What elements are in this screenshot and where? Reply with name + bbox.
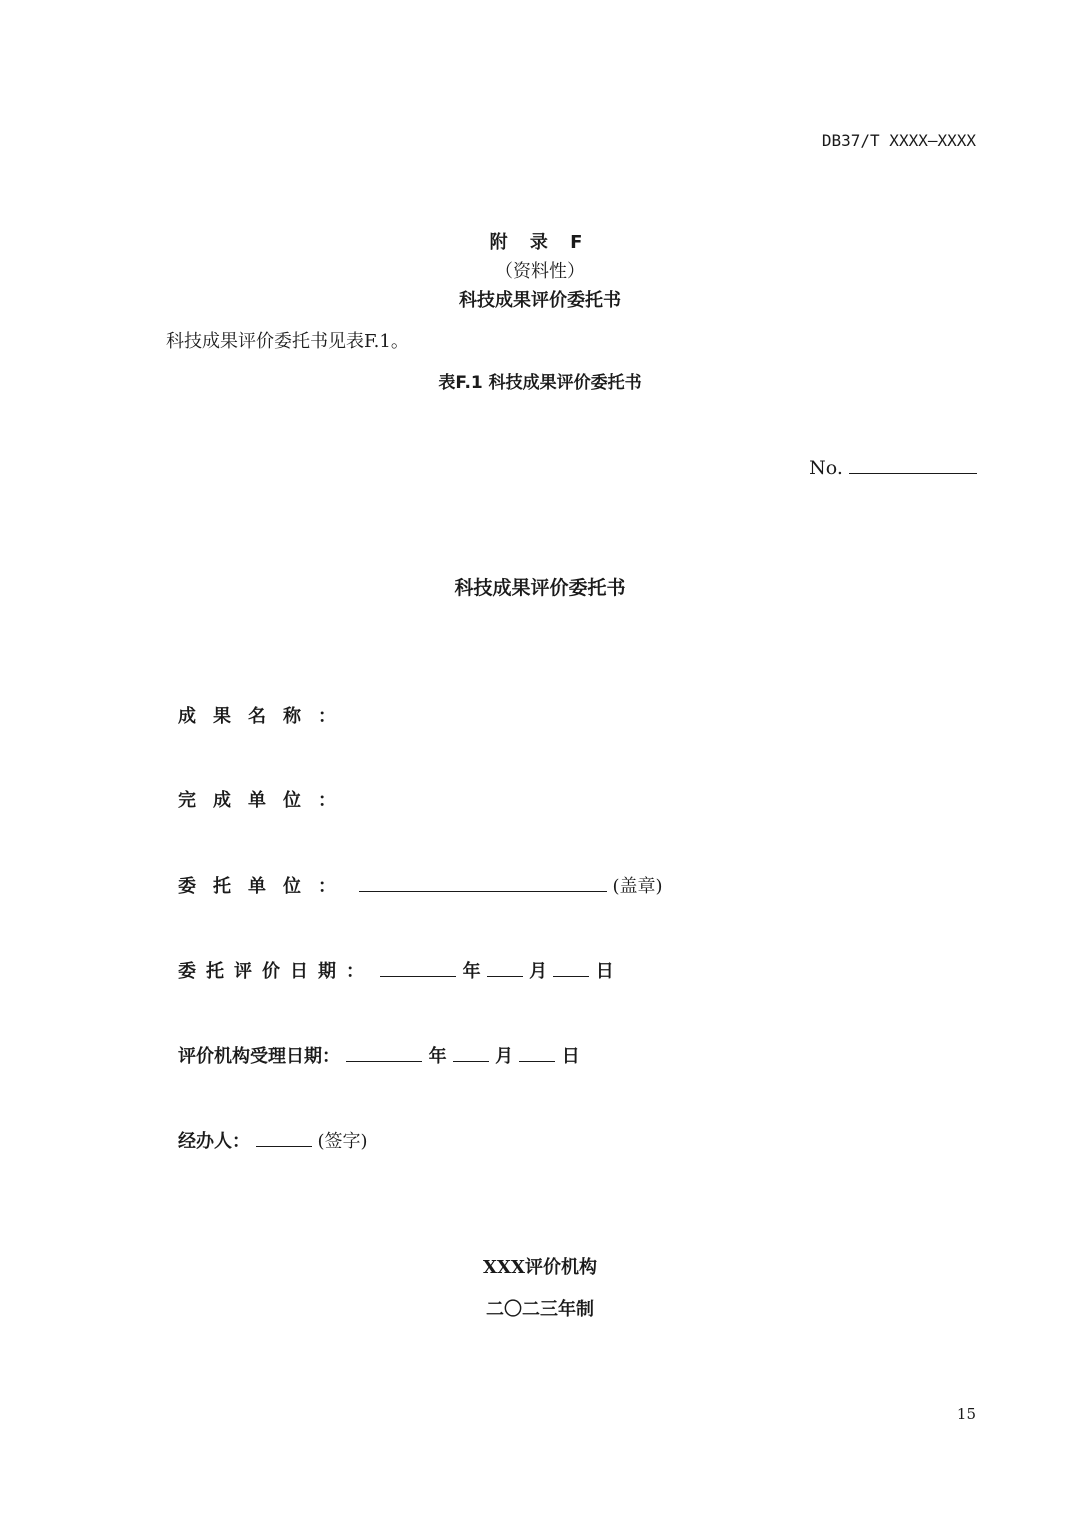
accept-date-row — [178, 1041, 580, 1068]
standard-number: DB37/T XXXX—XXXX — [821, 131, 976, 150]
month-label: 月 — [529, 961, 548, 982]
entrust-date-row — [178, 956, 614, 983]
made-year: 二〇二三年制 — [486, 1299, 594, 1320]
day-label: 日 — [561, 1046, 580, 1067]
accept-year-blank[interactable] — [346, 1041, 422, 1062]
year-label: 年 — [428, 1046, 447, 1067]
appendix-label: 附 录 F — [489, 232, 591, 253]
signature-note: (签字) — [317, 1131, 368, 1152]
entrust-day-blank[interactable] — [553, 956, 589, 977]
entrusting-unit-blank[interactable] — [359, 871, 607, 892]
field-handler: 经办人： — [178, 1131, 250, 1152]
seal-note: (盖章) — [612, 876, 663, 897]
field-entrust-date: 委托评价日期： — [178, 961, 374, 982]
table-caption: 表F.1 科技成果评价委托书 — [438, 373, 642, 393]
month-label: 月 — [495, 1046, 514, 1067]
entrust-year-blank[interactable] — [380, 956, 456, 977]
field-completing-unit: 完成单位： — [178, 790, 353, 811]
organization-name: XXX评价机构 — [483, 1257, 597, 1278]
serial-number-blank[interactable] — [849, 453, 977, 474]
day-label: 日 — [595, 961, 614, 982]
form-title: 科技成果评价委托书 — [454, 577, 626, 599]
year-label: 年 — [462, 961, 481, 982]
serial-number-label: No. — [809, 457, 843, 479]
handler-row — [178, 1126, 368, 1153]
serial-number-line — [809, 453, 977, 479]
handler-blank[interactable] — [256, 1126, 312, 1147]
entrust-month-blank[interactable] — [487, 956, 523, 977]
field-achievement-name: 成果名称： — [178, 706, 353, 727]
field-entrusting-unit-row — [178, 871, 663, 898]
accept-month-blank[interactable] — [453, 1041, 489, 1062]
field-entrusting-unit: 委托单位： — [178, 876, 353, 897]
appendix-nature: （资料性） — [495, 261, 585, 282]
page-number: 15 — [956, 1405, 976, 1423]
appendix-title: 科技成果评价委托书 — [459, 290, 621, 311]
field-accept-date: 评价机构受理日期： — [178, 1046, 340, 1067]
intro-text: 科技成果评价委托书见表F.1。 — [166, 331, 409, 352]
accept-day-blank[interactable] — [519, 1041, 555, 1062]
